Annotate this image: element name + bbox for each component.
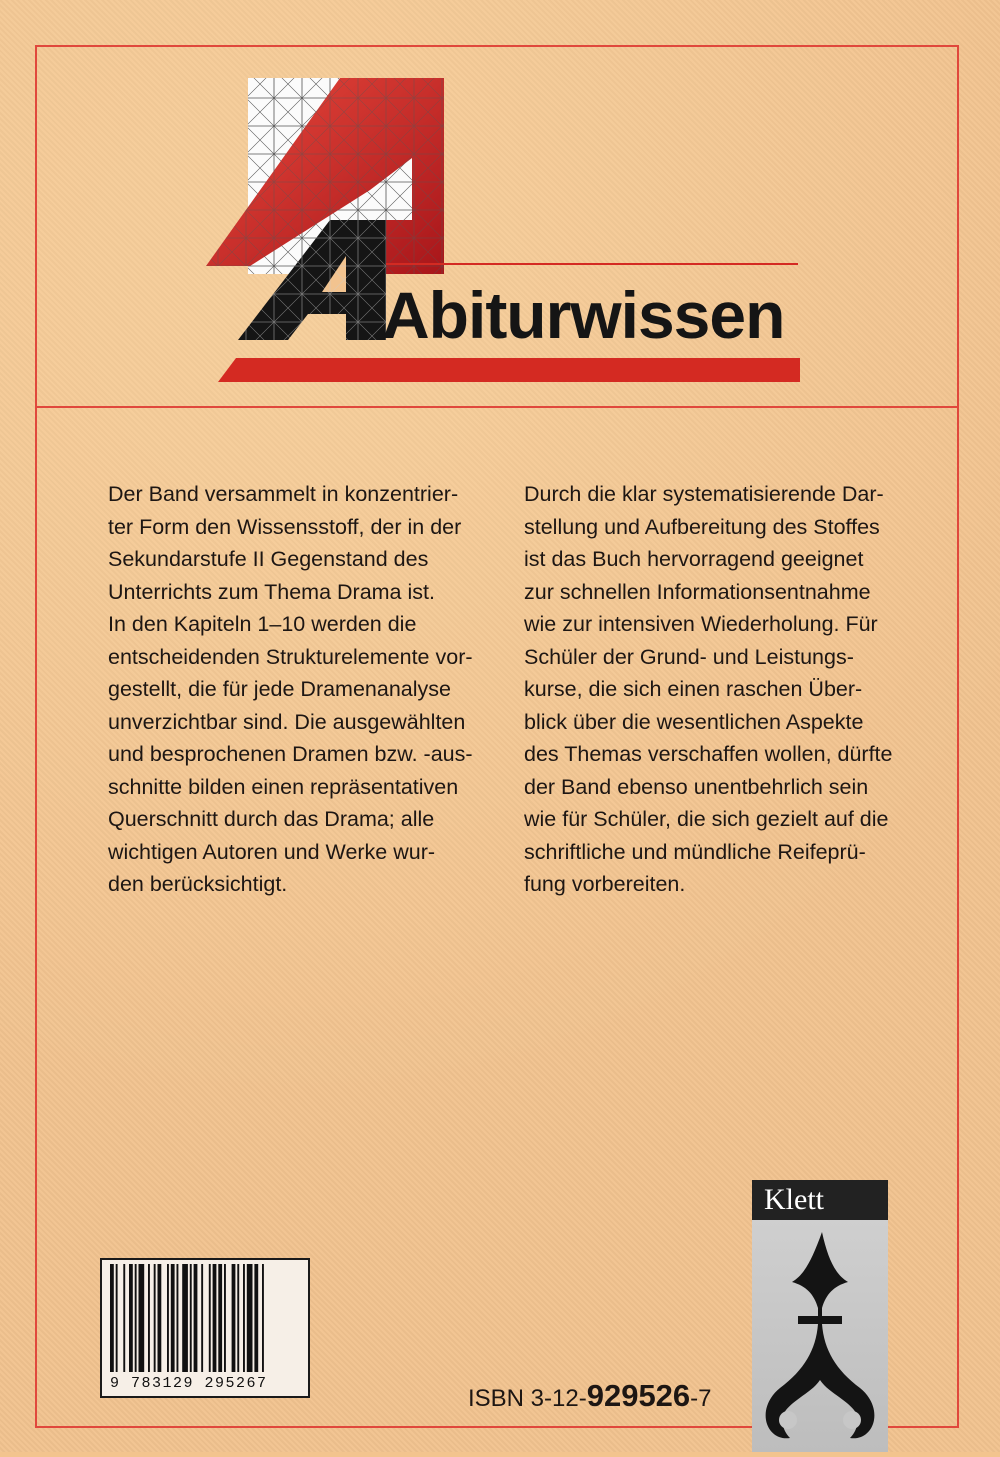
barcode-bar: [182, 1264, 188, 1372]
barcode-bar: [148, 1264, 150, 1372]
barcode-bar: [110, 1264, 114, 1372]
publisher-name: Klett: [752, 1180, 888, 1220]
isbn-prefix: ISBN 3-12-: [468, 1385, 587, 1412]
barcode-bar: [218, 1264, 222, 1372]
barcode-bar: [154, 1264, 156, 1372]
barcode-digits: 9 783129 295267: [110, 1375, 268, 1392]
left-column-text: Der Band versammelt in konzentrier- ter Form den Wissensstoff, der in der Sekundarstufe II Gegenstand des Unterrichts zum Thema Drama ist. In den Kapiteln 1–10 werden die entscheidenden Strukturelemente vor- gestellt, die für jede Dramenanalyse unverzichtbar sind. Die ausgewählten und besprochenen Dramen bzw. -aus- schnitte bilden einen repräsentativen Querschnitt durch das Drama; alle wichtigen Autoren und Werke wur- den berücksichtigt.: [108, 482, 473, 896]
barcode-bar: [139, 1264, 145, 1372]
isbn-number: [468, 1378, 712, 1414]
abiturwissen-logo: [190, 70, 810, 390]
klett-emblem-icon: [752, 1220, 888, 1452]
barcode-bar: [247, 1264, 253, 1372]
barcode-bar: [209, 1264, 211, 1372]
right-column-text: Durch die klar systematisierende Dar- stellung und Aufbereitung des Stoffes ist das Buch hervorragend geeignet zur schnellen Informationsentnahme wie zur intensiven Wiederholung. Für Schüler der Grund- und Leistungs- kurse, die sich einen raschen Über- blick über die wesentlichen Aspekte des Themas verschaffen wollen, dürfte der Band ebenso unentbehrlich sein wie für Schüler, die sich gezielt auf die schriftliche und mündliche Reifeprü- fung vorbereiten.: [524, 482, 893, 896]
publisher-emblem-panel: [752, 1220, 888, 1452]
barcode-bar: [237, 1264, 239, 1372]
barcode: [100, 1258, 310, 1398]
barcode-bars: [110, 1264, 304, 1372]
barcode-bar: [190, 1264, 192, 1372]
barcode-bar: [243, 1264, 245, 1372]
logo-title-rest: Abiturwissen: [382, 278, 785, 352]
barcode-bar: [224, 1264, 226, 1372]
barcode-bar: [177, 1264, 179, 1372]
barcode-bar: [167, 1264, 169, 1372]
barcode-bar: [116, 1264, 118, 1372]
barcode-bar: [158, 1264, 162, 1372]
barcode-bar: [135, 1264, 137, 1372]
barcode-bar: [201, 1264, 203, 1372]
logo-red-bar: [218, 358, 800, 382]
barcode-bar: [254, 1264, 258, 1372]
logo-title: [382, 278, 784, 352]
barcode-bar: [232, 1264, 236, 1372]
frame-divider: [35, 406, 959, 408]
isbn-main: 929526: [586, 1378, 691, 1413]
barcode-bar: [213, 1264, 217, 1372]
barcode-bar: [171, 1264, 175, 1372]
barcode-bar: [129, 1264, 133, 1372]
barcode-bar: [262, 1264, 264, 1372]
isbn-check: -7: [690, 1385, 712, 1412]
publisher-logo: [752, 1180, 888, 1452]
barcode-bar: [123, 1264, 125, 1372]
barcode-bar: [194, 1264, 198, 1372]
